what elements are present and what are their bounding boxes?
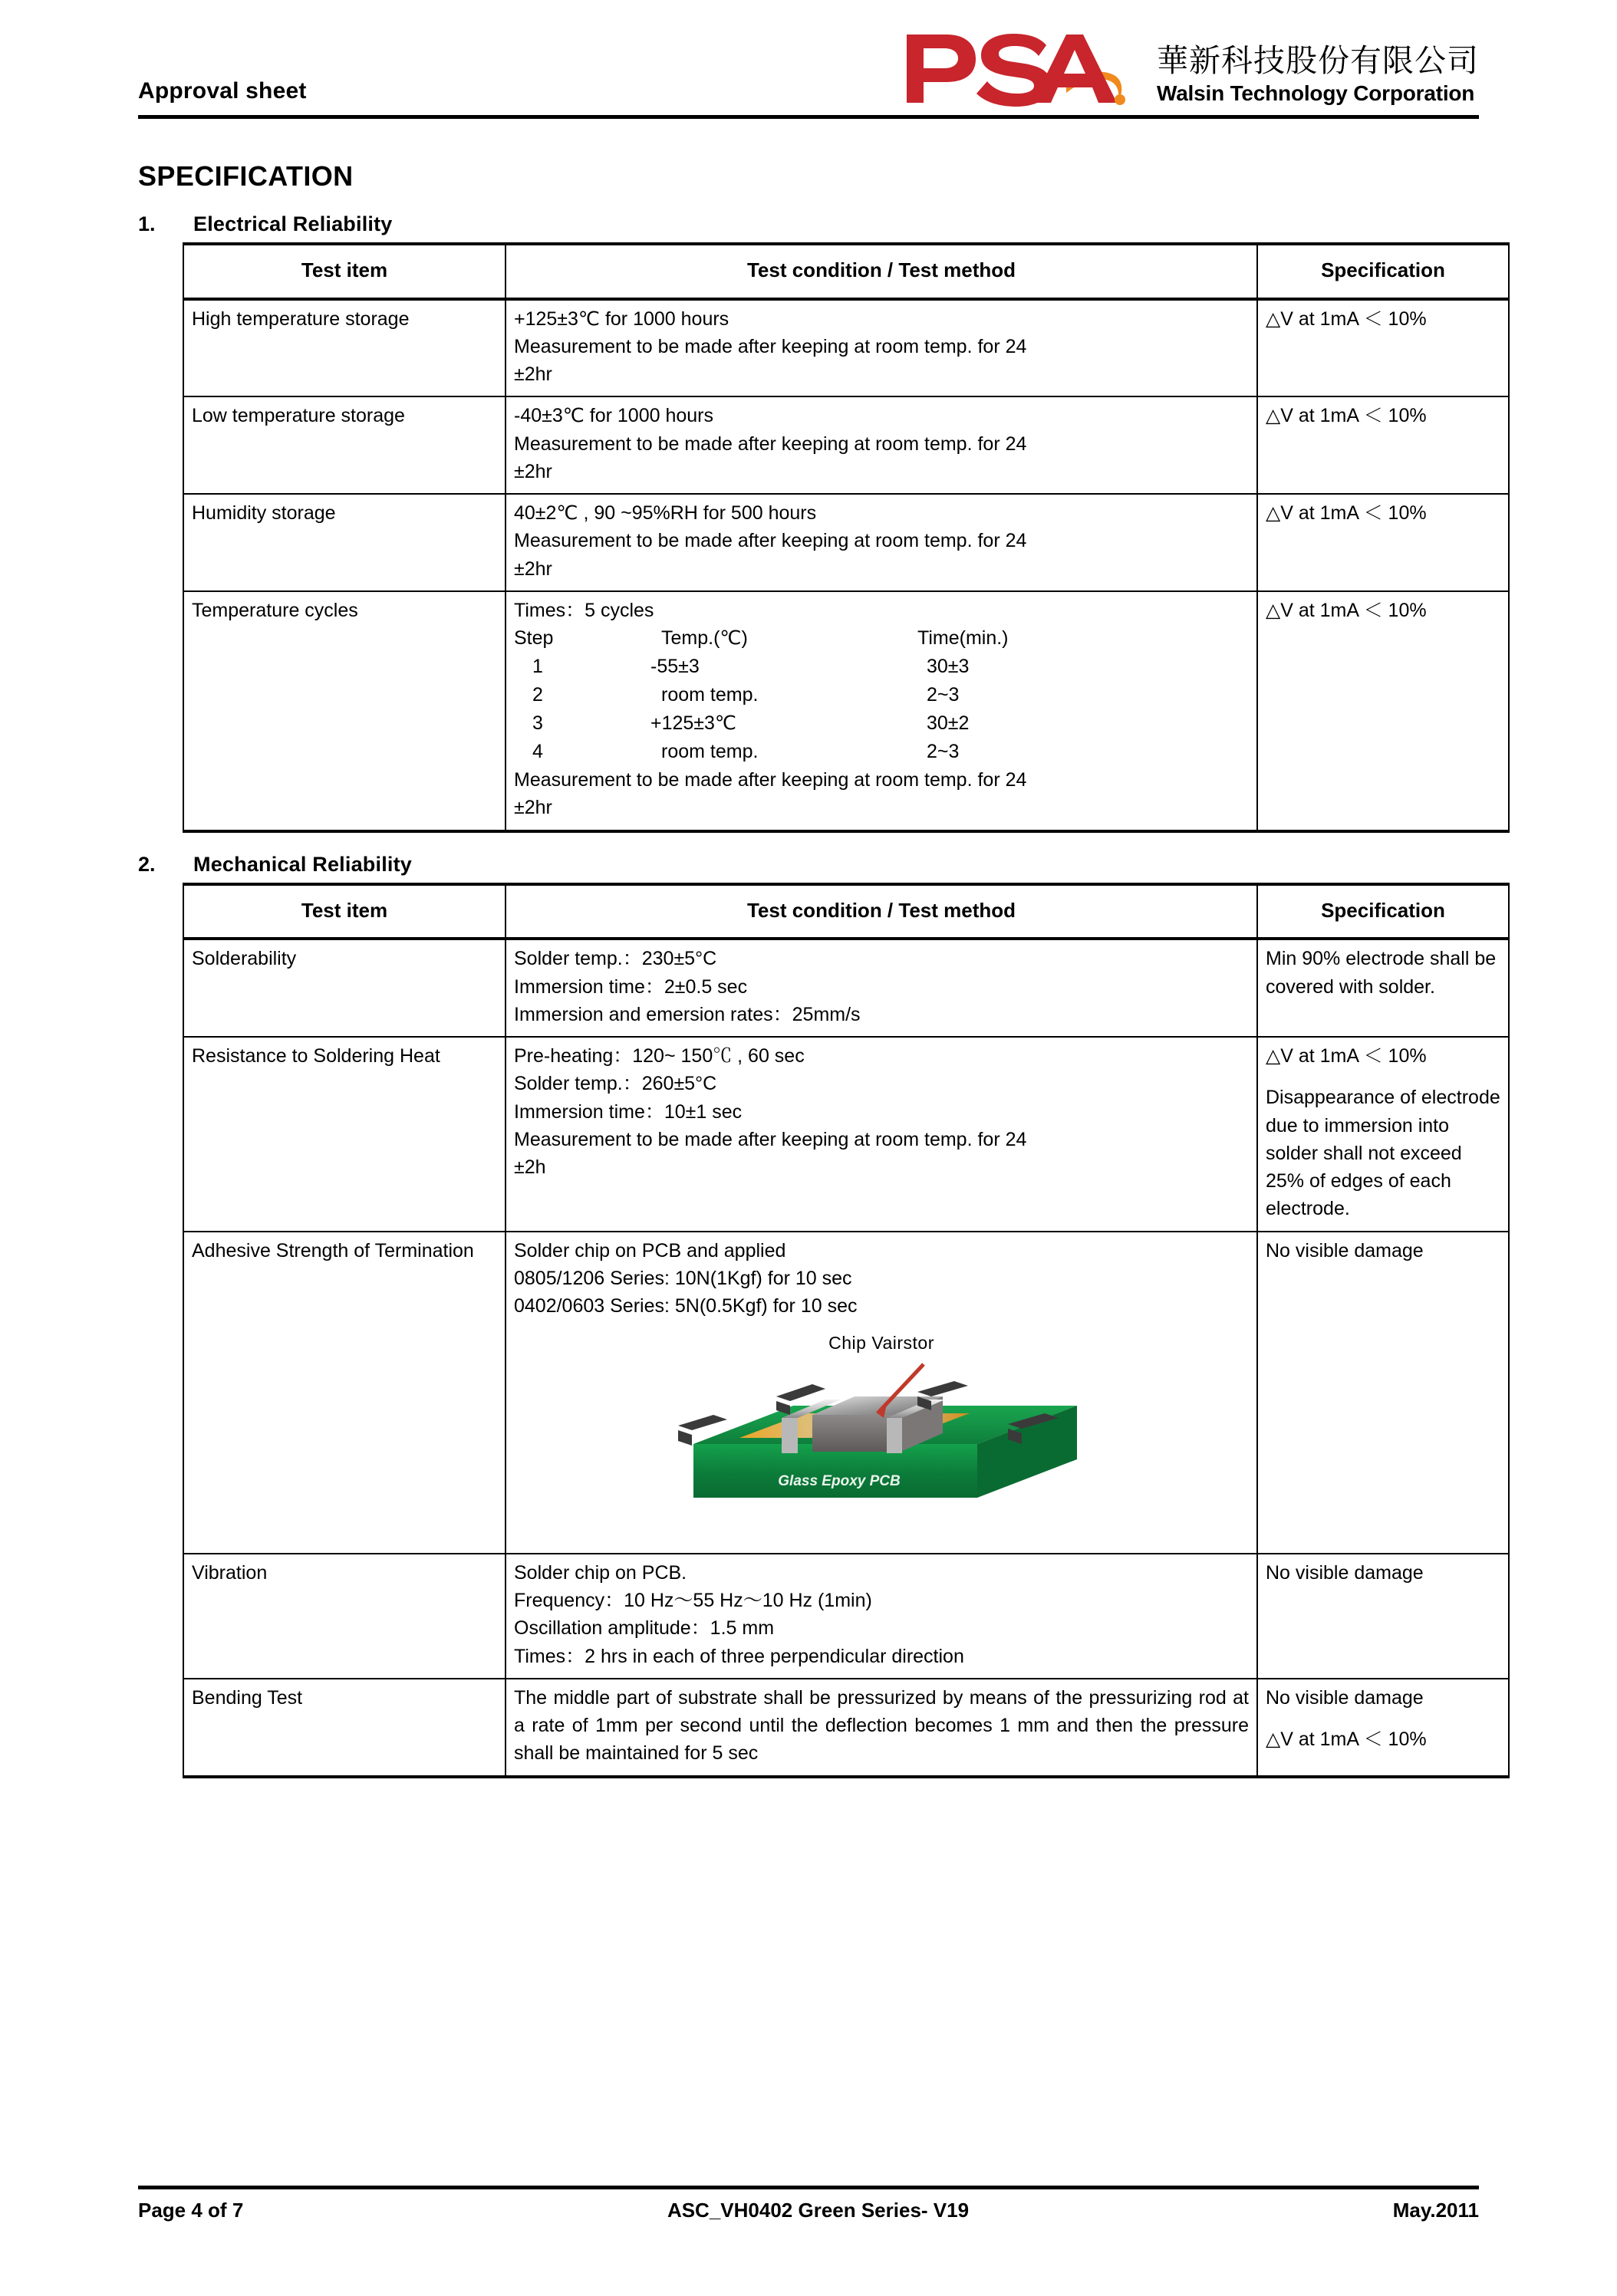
table-row	[183, 1554, 1509, 1679]
condition-line: Measurement to be made after keeping at room temp. for 24	[514, 1128, 1027, 1150]
cell-test-condition	[506, 494, 1257, 591]
condition-line: ±2hr	[514, 797, 552, 819]
condition-line: Immersion time：10±1 sec	[514, 1100, 743, 1123]
column-header-specification: Specification	[1257, 244, 1509, 299]
step-cell: 30±3	[927, 656, 970, 678]
cell-specification	[1257, 396, 1509, 494]
step-cell: 4	[532, 741, 543, 763]
cell-test-condition	[506, 939, 1257, 1037]
section-label: Mechanical Reliability	[193, 852, 412, 876]
condition-line: +125±3℃ for 1000 hours	[514, 308, 729, 330]
cell-test-item: Vibration	[183, 1554, 506, 1679]
section-label: Electrical Reliability	[193, 212, 393, 235]
cell-test-condition: The middle part of substrate shall be pressurized by means of the pressurizing rod at a rate of 1mm per second until the deflection becomes 1 mm and then the pressure shall be maintained for 5 sec	[506, 1679, 1257, 1777]
condition-line: -40±3℃ for 1000 hours	[514, 405, 713, 427]
step-cell: room temp.	[661, 741, 759, 763]
column-header-specification: Specification	[1257, 884, 1509, 939]
condition-line: Solder chip on PCB.	[514, 1561, 687, 1584]
condition-line: ±2hr	[514, 558, 552, 580]
step-header: Time(min.)	[917, 627, 1009, 650]
specification-line: Min 90% electrode shall be covered with solder.	[1266, 948, 1497, 998]
cell-specification	[1257, 591, 1509, 831]
specification-line: No visible damage	[1266, 1686, 1424, 1709]
condition-line: Times：5 cycles	[514, 599, 654, 621]
pcb-illustration	[647, 1361, 1115, 1545]
page-footer	[138, 2186, 1479, 2222]
psa-logo-icon	[902, 28, 1140, 109]
pcb-figure-wrapper	[514, 1331, 1249, 1545]
company-branding	[902, 28, 1479, 115]
cell-specification	[1257, 1037, 1509, 1232]
cell-test-item: Low temperature storage	[183, 396, 506, 494]
condition-line: Oscillation amplitude：1.5 mm	[514, 1617, 775, 1640]
condition-line: Solder temp.：230±5°C	[514, 948, 717, 970]
cell-test-item: Resistance to Soldering Heat	[183, 1037, 506, 1232]
table-row	[183, 939, 1509, 1037]
specification-line: No visible damage	[1266, 1561, 1424, 1584]
table-row	[183, 591, 1509, 831]
section-number: 2.	[138, 852, 156, 876]
specification-line: △V at 1mA ＜ 10%	[1266, 1045, 1427, 1067]
condition-line: Immersion time：2±0.5 sec	[514, 975, 748, 998]
condition-line: ±2h	[514, 1156, 546, 1179]
page-header	[138, 0, 1479, 119]
company-name-cn: 華新科技股份有限公司	[1157, 42, 1479, 80]
cell-test-condition	[506, 1554, 1257, 1679]
step-cell: 2~3	[927, 684, 960, 706]
cell-test-item: Humidity storage	[183, 494, 506, 591]
table-header-row	[183, 884, 1509, 939]
cell-specification	[1257, 494, 1509, 591]
condition-line: ±2hr	[514, 460, 552, 482]
cell-specification	[1257, 299, 1509, 397]
condition-line: Measurement to be made after keeping at room temp. for 24	[514, 769, 1027, 791]
specification-line: No visible damage	[1266, 1239, 1424, 1261]
step-cell: 2~3	[927, 741, 960, 763]
cell-test-item: Bending Test	[183, 1679, 506, 1777]
condition-line: Solder chip on PCB and applied	[514, 1239, 786, 1261]
footer-date: May.2011	[1392, 2199, 1479, 2222]
cell-test-item: Solderability	[183, 939, 506, 1037]
cell-test-condition	[506, 299, 1257, 397]
condition-line: Pre-heating：120~ 150℃ , 60 sec	[514, 1045, 805, 1067]
column-header-test-item: Test item	[183, 884, 506, 939]
specification-line: Disappearance of electrode due to immersion into solder shall not exceed 25% of edges of each electrode.	[1266, 1087, 1500, 1220]
condition-line: Immersion and emersion rates：25mm/s	[514, 1003, 861, 1025]
condition-line: Measurement to be made after keeping at room temp. for 24	[514, 530, 1027, 552]
cell-test-item: High temperature storage	[183, 299, 506, 397]
cell-specification	[1257, 1554, 1509, 1679]
cell-test-condition	[506, 1232, 1257, 1554]
condition-line: 0805/1206 Series: 10N(1Kgf) for 10 sec	[514, 1267, 852, 1289]
section-heading-mechanical	[138, 853, 1479, 877]
cell-test-condition	[506, 1037, 1257, 1232]
table-row	[183, 1232, 1509, 1554]
section-number: 1.	[138, 212, 156, 235]
cell-specification	[1257, 1679, 1509, 1777]
specification-line: △V at 1mA ＜ 10%	[1266, 308, 1427, 330]
column-header-test-condition: Test condition / Test method	[506, 884, 1257, 939]
table-row	[183, 494, 1509, 591]
specification-line: △V at 1mA ＜ 10%	[1266, 1729, 1427, 1751]
page-title: SPECIFICATION	[138, 160, 354, 192]
pcb-label-text: Glass Epoxy PCB	[778, 1472, 901, 1489]
condition-line: Solder temp.：260±5°C	[514, 1073, 717, 1095]
table-header-row	[183, 244, 1509, 299]
specification-line: △V at 1mA ＜ 10%	[1266, 502, 1427, 525]
table-row	[183, 396, 1509, 494]
electrical-reliability-table	[183, 242, 1510, 833]
step-header: Temp.(℃)	[661, 627, 748, 650]
mechanical-reliability-table	[183, 883, 1510, 1778]
table-row	[183, 1037, 1509, 1232]
condition-line: Measurement to be made after keeping at room temp. for 24	[514, 335, 1027, 357]
temperature-cycle-steps	[514, 624, 1249, 766]
condition-line: Times：2 hrs in each of three perpendicular direction	[514, 1645, 964, 1667]
footer-document-id: ASC_VH0402 Green Series- V19	[667, 2199, 970, 2222]
table-row	[183, 1679, 1509, 1777]
condition-line: Frequency：10 Hz～55 Hz～10 Hz (1min)	[514, 1590, 872, 1612]
footer-page-number: Page 4 of 7	[138, 2199, 244, 2222]
cell-specification	[1257, 939, 1509, 1037]
step-cell: 2	[532, 684, 543, 706]
spacer	[1266, 1070, 1500, 1084]
specification-line: △V at 1mA ＜ 10%	[1266, 599, 1427, 621]
condition-line: Measurement to be made after keeping at room temp. for 24	[514, 433, 1027, 455]
condition-line: 40±2℃ , 90 ~95%RH for 500 hours	[514, 502, 817, 525]
table-row	[183, 299, 1509, 397]
section-heading-electrical	[138, 212, 1479, 236]
step-cell: 30±2	[927, 712, 970, 735]
column-header-test-item: Test item	[183, 244, 506, 299]
condition-line: 0402/0603 Series: 5N(0.5Kgf) for 10 sec	[514, 1295, 858, 1317]
cell-specification	[1257, 1232, 1509, 1554]
spacer	[1266, 1712, 1500, 1725]
company-name-block	[1157, 44, 1479, 109]
step-cell: room temp.	[661, 684, 759, 706]
cell-test-item: Temperature cycles	[183, 591, 506, 831]
step-cell: 3	[532, 712, 543, 735]
cell-test-condition	[506, 591, 1257, 831]
step-header: Step	[514, 627, 554, 650]
cell-test-condition	[506, 396, 1257, 494]
step-cell: +125±3℃	[650, 712, 737, 735]
figure-caption-chip-varistor: Chip Vairstor	[828, 1333, 934, 1354]
approval-sheet-title: Approval sheet	[138, 78, 307, 104]
cell-test-item: Adhesive Strength of Termination	[183, 1232, 506, 1554]
condition-line: ±2hr	[514, 363, 552, 386]
specification-line: △V at 1mA ＜ 10%	[1266, 405, 1427, 427]
step-cell: -55±3	[650, 656, 700, 678]
company-name-en: Walsin Technology Corporation	[1157, 81, 1475, 105]
column-header-test-condition: Test condition / Test method	[506, 244, 1257, 299]
step-cell: 1	[532, 656, 543, 678]
